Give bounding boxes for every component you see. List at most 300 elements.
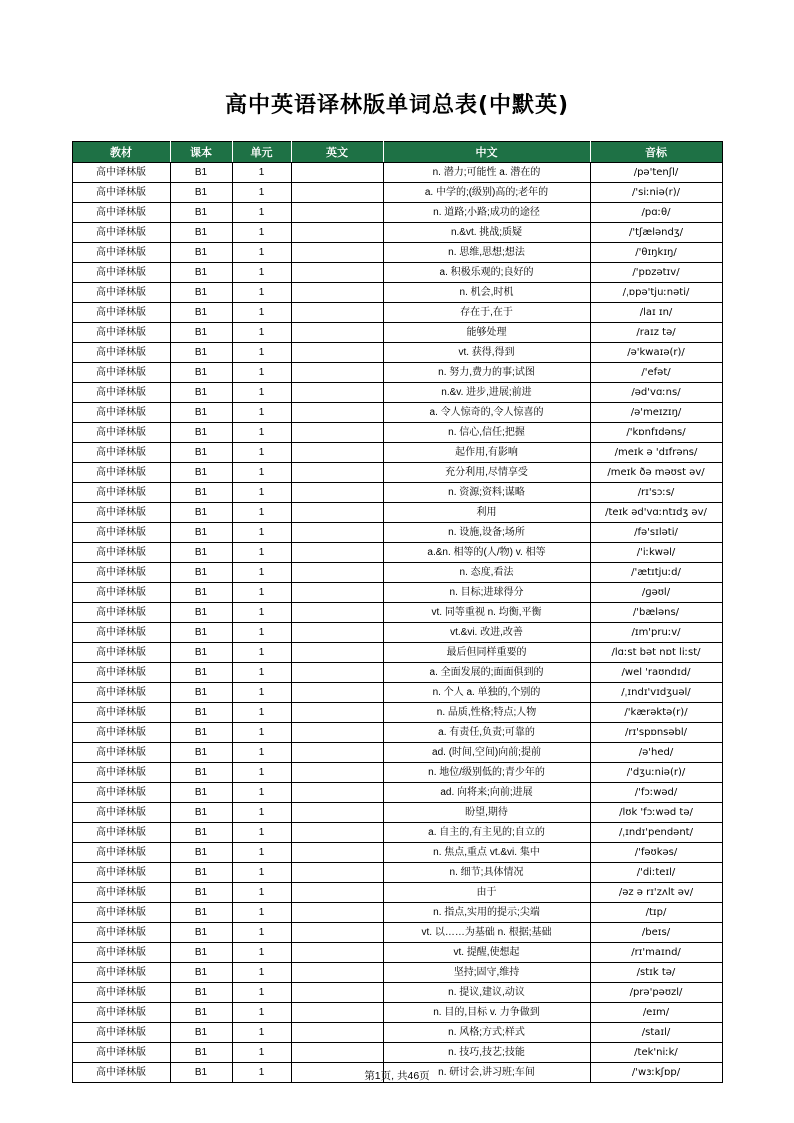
table-row: [72, 343, 722, 363]
cell-textbook: 高中译林版: [72, 363, 170, 383]
cell-english: [291, 643, 383, 663]
cell-book: B1: [170, 683, 232, 703]
table-row: [72, 263, 722, 283]
cell-chinese: 最后但同样重要的: [383, 643, 590, 663]
table-row: [72, 803, 722, 823]
header-textbook: 教材: [72, 142, 170, 163]
cell-textbook: 高中译林版: [72, 623, 170, 643]
cell-book: B1: [170, 863, 232, 883]
table-row: [72, 183, 722, 203]
cell-unit: 1: [232, 603, 291, 623]
cell-book: B1: [170, 703, 232, 723]
table-row: [72, 883, 722, 903]
cell-chinese: n. 个人 a. 单独的,个别的: [383, 683, 590, 703]
table-row: [72, 383, 722, 403]
table-row: [72, 943, 722, 963]
table-row: [72, 443, 722, 463]
cell-chinese: n.&v. 进步,进展;前进: [383, 383, 590, 403]
cell-english: [291, 163, 383, 183]
table-row: [72, 423, 722, 443]
cell-unit: 1: [232, 823, 291, 843]
cell-chinese: vt.&vi. 改进,改善: [383, 623, 590, 643]
cell-unit: 1: [232, 283, 291, 303]
cell-english: [291, 223, 383, 243]
table-row: [72, 323, 722, 343]
cell-book: B1: [170, 443, 232, 463]
cell-english: [291, 803, 383, 823]
cell-unit: 1: [232, 883, 291, 903]
cell-phonetic: /laɪ ɪn/: [590, 303, 722, 323]
cell-english: [291, 1043, 383, 1063]
cell-book: B1: [170, 643, 232, 663]
table-row: [72, 823, 722, 843]
table-row: [72, 723, 722, 743]
cell-textbook: 高中译林版: [72, 763, 170, 783]
cell-chinese: n. 研讨会,讲习班;车间: [383, 1063, 590, 1083]
cell-unit: 1: [232, 563, 291, 583]
page-number: 第1页, 共46页: [364, 1070, 430, 1082]
cell-chinese: a. 自主的,有主见的;自立的: [383, 823, 590, 843]
cell-textbook: 高中译林版: [72, 303, 170, 323]
cell-textbook: 高中译林版: [72, 1023, 170, 1043]
cell-chinese: n. 努力,费力的事;试图: [383, 363, 590, 383]
table-row: [72, 703, 722, 723]
cell-unit: 1: [232, 783, 291, 803]
cell-textbook: 高中译林版: [72, 503, 170, 523]
cell-textbook: 高中译林版: [72, 863, 170, 883]
table-row: [72, 903, 722, 923]
cell-unit: 1: [232, 943, 291, 963]
cell-textbook: 高中译林版: [72, 483, 170, 503]
cell-unit: 1: [232, 223, 291, 243]
cell-book: B1: [170, 183, 232, 203]
cell-unit: 1: [232, 1063, 291, 1083]
cell-unit: 1: [232, 623, 291, 643]
cell-book: B1: [170, 563, 232, 583]
cell-chinese: 坚持;固守,维持: [383, 963, 590, 983]
table-row: [72, 303, 722, 323]
cell-textbook: 高中译林版: [72, 823, 170, 843]
cell-chinese: n. 提议,建议,动议: [383, 983, 590, 1003]
cell-phonetic: /əz ə rɪ'zʌlt əv/: [590, 883, 722, 903]
cell-unit: 1: [232, 243, 291, 263]
cell-chinese: vt. 获得,得到: [383, 343, 590, 363]
cell-textbook: 高中译林版: [72, 743, 170, 763]
cell-phonetic: /rɪ'spɒnsəbl/: [590, 723, 722, 743]
cell-textbook: 高中译林版: [72, 983, 170, 1003]
cell-english: [291, 423, 383, 443]
cell-english: [291, 763, 383, 783]
cell-chinese: vt. 同等重视 n. 均衡,平衡: [383, 603, 590, 623]
header-book: 课本: [170, 142, 232, 163]
cell-book: B1: [170, 983, 232, 1003]
cell-book: B1: [170, 823, 232, 843]
cell-book: B1: [170, 263, 232, 283]
cell-phonetic: /'efət/: [590, 363, 722, 383]
table-row: [72, 1043, 722, 1063]
cell-phonetic: /'kærəktə(r)/: [590, 703, 722, 723]
cell-english: [291, 963, 383, 983]
cell-unit: 1: [232, 483, 291, 503]
cell-chinese: n. 设施,设备;场所: [383, 523, 590, 543]
cell-textbook: 高中译林版: [72, 843, 170, 863]
header-unit: 单元: [232, 142, 291, 163]
cell-english: [291, 443, 383, 463]
cell-english: [291, 723, 383, 743]
cell-textbook: 高中译林版: [72, 383, 170, 403]
cell-phonetic: /ɪm'pruːv/: [590, 623, 722, 643]
cell-phonetic: /'wɜːkʃɒp/: [590, 1063, 722, 1083]
cell-english: [291, 663, 383, 683]
cell-textbook: 高中译林版: [72, 243, 170, 263]
header-row: [72, 142, 722, 163]
cell-english: [291, 703, 383, 723]
cell-chinese: n. 细节;具体情况: [383, 863, 590, 883]
table-row: [72, 863, 722, 883]
cell-chinese: vt. 以……为基础 n. 根据;基础: [383, 923, 590, 943]
cell-chinese: n. 资源;资料;谋略: [383, 483, 590, 503]
cell-book: B1: [170, 523, 232, 543]
cell-textbook: 高中译林版: [72, 263, 170, 283]
table-row: [72, 743, 722, 763]
cell-english: [291, 243, 383, 263]
table-row: [72, 223, 722, 243]
cell-phonetic: /ˌɒpə'tjuːnəti/: [590, 283, 722, 303]
cell-book: B1: [170, 1063, 232, 1083]
cell-phonetic: /wel 'raʊndɪd/: [590, 663, 722, 683]
table-row: [72, 643, 722, 663]
cell-english: [291, 683, 383, 703]
cell-unit: 1: [232, 683, 291, 703]
cell-textbook: 高中译林版: [72, 323, 170, 343]
cell-textbook: 高中译林版: [72, 283, 170, 303]
cell-textbook: 高中译林版: [72, 583, 170, 603]
cell-unit: 1: [232, 903, 291, 923]
cell-chinese: a. 令人惊奇的,令人惊喜的: [383, 403, 590, 423]
cell-unit: 1: [232, 343, 291, 363]
cell-phonetic: /'θɪŋkɪŋ/: [590, 243, 722, 263]
cell-phonetic: /tek'niːk/: [590, 1043, 722, 1063]
cell-phonetic: /ə'meɪzɪŋ/: [590, 403, 722, 423]
table-row: [72, 603, 722, 623]
table-row: [72, 163, 722, 183]
cell-chinese: 存在于,在于: [383, 303, 590, 323]
cell-unit: 1: [232, 523, 291, 543]
cell-book: B1: [170, 1003, 232, 1023]
cell-phonetic: /eɪm/: [590, 1003, 722, 1023]
cell-chinese: n. 地位/级别低的;青少年的: [383, 763, 590, 783]
cell-english: [291, 603, 383, 623]
cell-chinese: 能够处理: [383, 323, 590, 343]
cell-textbook: 高中译林版: [72, 663, 170, 683]
cell-chinese: n. 品质,性格;特点;人物: [383, 703, 590, 723]
cell-chinese: a. 全面发展的;面面俱到的: [383, 663, 590, 683]
cell-book: B1: [170, 203, 232, 223]
cell-book: B1: [170, 483, 232, 503]
cell-textbook: 高中译林版: [72, 163, 170, 183]
table-row: [72, 783, 722, 803]
cell-chinese: 盼望,期待: [383, 803, 590, 823]
table-row: [72, 623, 722, 643]
table-row: [72, 763, 722, 783]
cell-textbook: 高中译林版: [72, 343, 170, 363]
cell-english: [291, 903, 383, 923]
cell-book: B1: [170, 403, 232, 423]
table-row: [72, 683, 722, 703]
cell-book: B1: [170, 1023, 232, 1043]
cell-unit: 1: [232, 763, 291, 783]
vocab-table-body: [72, 163, 722, 1083]
cell-phonetic: /beɪs/: [590, 923, 722, 943]
cell-phonetic: /lɑːst bət nɒt liːst/: [590, 643, 722, 663]
cell-unit: 1: [232, 583, 291, 603]
cell-book: B1: [170, 803, 232, 823]
cell-unit: 1: [232, 443, 291, 463]
cell-chinese: a. 中学的;(级别)高的;老年的: [383, 183, 590, 203]
cell-book: B1: [170, 323, 232, 343]
cell-english: [291, 463, 383, 483]
cell-unit: 1: [232, 963, 291, 983]
cell-unit: 1: [232, 923, 291, 943]
cell-unit: 1: [232, 423, 291, 443]
cell-phonetic: /'pɒzətɪv/: [590, 263, 722, 283]
cell-book: B1: [170, 763, 232, 783]
cell-phonetic: /'bæləns/: [590, 603, 722, 623]
cell-textbook: 高中译林版: [72, 203, 170, 223]
cell-chinese: ad. (时间,空间)向前;提前: [383, 743, 590, 763]
table-row: [72, 363, 722, 383]
cell-phonetic: /pə'tenʃl/: [590, 163, 722, 183]
cell-unit: 1: [232, 543, 291, 563]
cell-unit: 1: [232, 803, 291, 823]
cell-book: B1: [170, 423, 232, 443]
cell-textbook: 高中译林版: [72, 643, 170, 663]
cell-unit: 1: [232, 263, 291, 283]
table-row: [72, 503, 722, 523]
cell-unit: 1: [232, 703, 291, 723]
table-row: [72, 963, 722, 983]
cell-textbook: 高中译林版: [72, 523, 170, 543]
cell-chinese: n. 指点,实用的提示;尖端: [383, 903, 590, 923]
cell-chinese: a. 有责任,负责;可靠的: [383, 723, 590, 743]
table-row: [72, 283, 722, 303]
cell-phonetic: /prə'pəʊzl/: [590, 983, 722, 1003]
cell-unit: 1: [232, 983, 291, 1003]
cell-textbook: 高中译林版: [72, 803, 170, 823]
cell-chinese: 充分利用,尽情享受: [383, 463, 590, 483]
cell-phonetic: /pɑːθ/: [590, 203, 722, 223]
cell-book: B1: [170, 503, 232, 523]
table-row: [72, 203, 722, 223]
cell-unit: 1: [232, 743, 291, 763]
cell-phonetic: /ɡəʊl/: [590, 583, 722, 603]
cell-textbook: 高中译林版: [72, 903, 170, 923]
cell-chinese: 利用: [383, 503, 590, 523]
cell-textbook: 高中译林版: [72, 923, 170, 943]
cell-english: [291, 943, 383, 963]
cell-phonetic: /'fɔːwəd/: [590, 783, 722, 803]
cell-phonetic: /ˌɪndɪ'vɪdʒuəl/: [590, 683, 722, 703]
cell-english: [291, 383, 383, 403]
cell-textbook: 高中译林版: [72, 223, 170, 243]
cell-textbook: 高中译林版: [72, 683, 170, 703]
cell-unit: 1: [232, 463, 291, 483]
cell-unit: 1: [232, 163, 291, 183]
cell-chinese: n. 机会,时机: [383, 283, 590, 303]
cell-textbook: 高中译林版: [72, 543, 170, 563]
cell-phonetic: /fə'sɪləti/: [590, 523, 722, 543]
cell-phonetic: /lʊk 'fɔːwəd tə/: [590, 803, 722, 823]
cell-chinese: vt. 提醒,使想起: [383, 943, 590, 963]
cell-unit: 1: [232, 383, 291, 403]
cell-book: B1: [170, 743, 232, 763]
cell-phonetic: /'ætɪtjuːd/: [590, 563, 722, 583]
table-row: [72, 523, 722, 543]
cell-chinese: 起作用,有影响: [383, 443, 590, 463]
cell-textbook: 高中译林版: [72, 1043, 170, 1063]
cell-phonetic: /stɪk tə/: [590, 963, 722, 983]
cell-unit: 1: [232, 863, 291, 883]
cell-book: B1: [170, 543, 232, 563]
cell-english: [291, 263, 383, 283]
cell-unit: 1: [232, 203, 291, 223]
header-chinese: 中文: [383, 142, 590, 163]
cell-unit: 1: [232, 723, 291, 743]
cell-book: B1: [170, 1043, 232, 1063]
cell-english: [291, 1023, 383, 1043]
table-row: [72, 1023, 722, 1043]
cell-phonetic: /raɪz tə/: [590, 323, 722, 343]
cell-book: B1: [170, 623, 232, 643]
cell-phonetic: /əd'vɑːns/: [590, 383, 722, 403]
cell-book: B1: [170, 723, 232, 743]
cell-phonetic: /'siːniə(r)/: [590, 183, 722, 203]
cell-book: B1: [170, 883, 232, 903]
cell-textbook: 高中译林版: [72, 463, 170, 483]
cell-book: B1: [170, 923, 232, 943]
cell-book: B1: [170, 603, 232, 623]
cell-chinese: a.&n. 相等的(人/物) v. 相等: [383, 543, 590, 563]
cell-book: B1: [170, 663, 232, 683]
cell-english: [291, 323, 383, 343]
cell-book: B1: [170, 783, 232, 803]
cell-english: [291, 843, 383, 863]
cell-english: [291, 743, 383, 763]
cell-unit: 1: [232, 323, 291, 343]
cell-book: B1: [170, 383, 232, 403]
cell-phonetic: /meɪk ðə məʊst əv/: [590, 463, 722, 483]
cell-phonetic: /meɪk ə 'dɪfrəns/: [590, 443, 722, 463]
cell-book: B1: [170, 463, 232, 483]
cell-textbook: 高中译林版: [72, 183, 170, 203]
cell-phonetic: /'dʒuːniə(r)/: [590, 763, 722, 783]
table-row: [72, 403, 722, 423]
cell-book: B1: [170, 843, 232, 863]
cell-book: B1: [170, 303, 232, 323]
cell-book: B1: [170, 903, 232, 923]
cell-phonetic: /rɪ'maɪnd/: [590, 943, 722, 963]
cell-phonetic: /tɪp/: [590, 903, 722, 923]
cell-english: [291, 503, 383, 523]
table-row: [72, 843, 722, 863]
cell-unit: 1: [232, 183, 291, 203]
table-row: [72, 563, 722, 583]
cell-english: [291, 883, 383, 903]
cell-textbook: 高中译林版: [72, 1063, 170, 1083]
cell-book: B1: [170, 963, 232, 983]
cell-textbook: 高中译林版: [72, 783, 170, 803]
cell-chinese: n. 道路;小路;成功的途径: [383, 203, 590, 223]
table-row: [72, 923, 722, 943]
cell-english: [291, 983, 383, 1003]
table-row: [72, 663, 722, 683]
cell-phonetic: /'iːkwəl/: [590, 543, 722, 563]
header-english: 英文: [291, 142, 383, 163]
cell-phonetic: /staɪl/: [590, 1023, 722, 1043]
cell-english: [291, 203, 383, 223]
cell-textbook: 高中译林版: [72, 723, 170, 743]
cell-english: [291, 283, 383, 303]
cell-chinese: n. 焦点,重点 vt.&vi. 集中: [383, 843, 590, 863]
cell-chinese: n. 目的,目标 v. 力争做到: [383, 1003, 590, 1023]
table-row: [72, 1003, 722, 1023]
cell-english: [291, 863, 383, 883]
cell-phonetic: /'fəʊkəs/: [590, 843, 722, 863]
table-row: [72, 483, 722, 503]
cell-unit: 1: [232, 843, 291, 863]
cell-unit: 1: [232, 1023, 291, 1043]
cell-chinese: n. 技巧,技艺;技能: [383, 1043, 590, 1063]
cell-english: [291, 343, 383, 363]
cell-unit: 1: [232, 1043, 291, 1063]
cell-textbook: 高中译林版: [72, 423, 170, 443]
cell-unit: 1: [232, 503, 291, 523]
cell-unit: 1: [232, 663, 291, 683]
cell-book: B1: [170, 243, 232, 263]
cell-chinese: a. 积极乐观的;良好的: [383, 263, 590, 283]
cell-english: [291, 923, 383, 943]
cell-phonetic: /ə'hed/: [590, 743, 722, 763]
cell-unit: 1: [232, 303, 291, 323]
table-row: [72, 543, 722, 563]
cell-chinese: n. 目标;进球得分: [383, 583, 590, 603]
cell-textbook: 高中译林版: [72, 943, 170, 963]
cell-phonetic: /'tʃæləndʒ/: [590, 223, 722, 243]
cell-chinese: n. 潜力;可能性 a. 潜在的: [383, 163, 590, 183]
cell-english: [291, 523, 383, 543]
cell-unit: 1: [232, 403, 291, 423]
table-row: [72, 583, 722, 603]
cell-textbook: 高中译林版: [72, 403, 170, 423]
cell-english: [291, 623, 383, 643]
cell-english: [291, 483, 383, 503]
cell-phonetic: /ˌɪndɪ'pendənt/: [590, 823, 722, 843]
cell-book: B1: [170, 163, 232, 183]
cell-english: [291, 183, 383, 203]
table-row: [72, 243, 722, 263]
cell-unit: 1: [232, 643, 291, 663]
cell-english: [291, 583, 383, 603]
cell-textbook: 高中译林版: [72, 703, 170, 723]
cell-chinese: n.&vt. 挑战;质疑: [383, 223, 590, 243]
cell-unit: 1: [232, 1003, 291, 1023]
cell-book: B1: [170, 943, 232, 963]
cell-chinese: ad. 向将来;向前;进展: [383, 783, 590, 803]
cell-textbook: 高中译林版: [72, 563, 170, 583]
cell-english: [291, 783, 383, 803]
cell-unit: 1: [232, 363, 291, 383]
cell-english: [291, 403, 383, 423]
